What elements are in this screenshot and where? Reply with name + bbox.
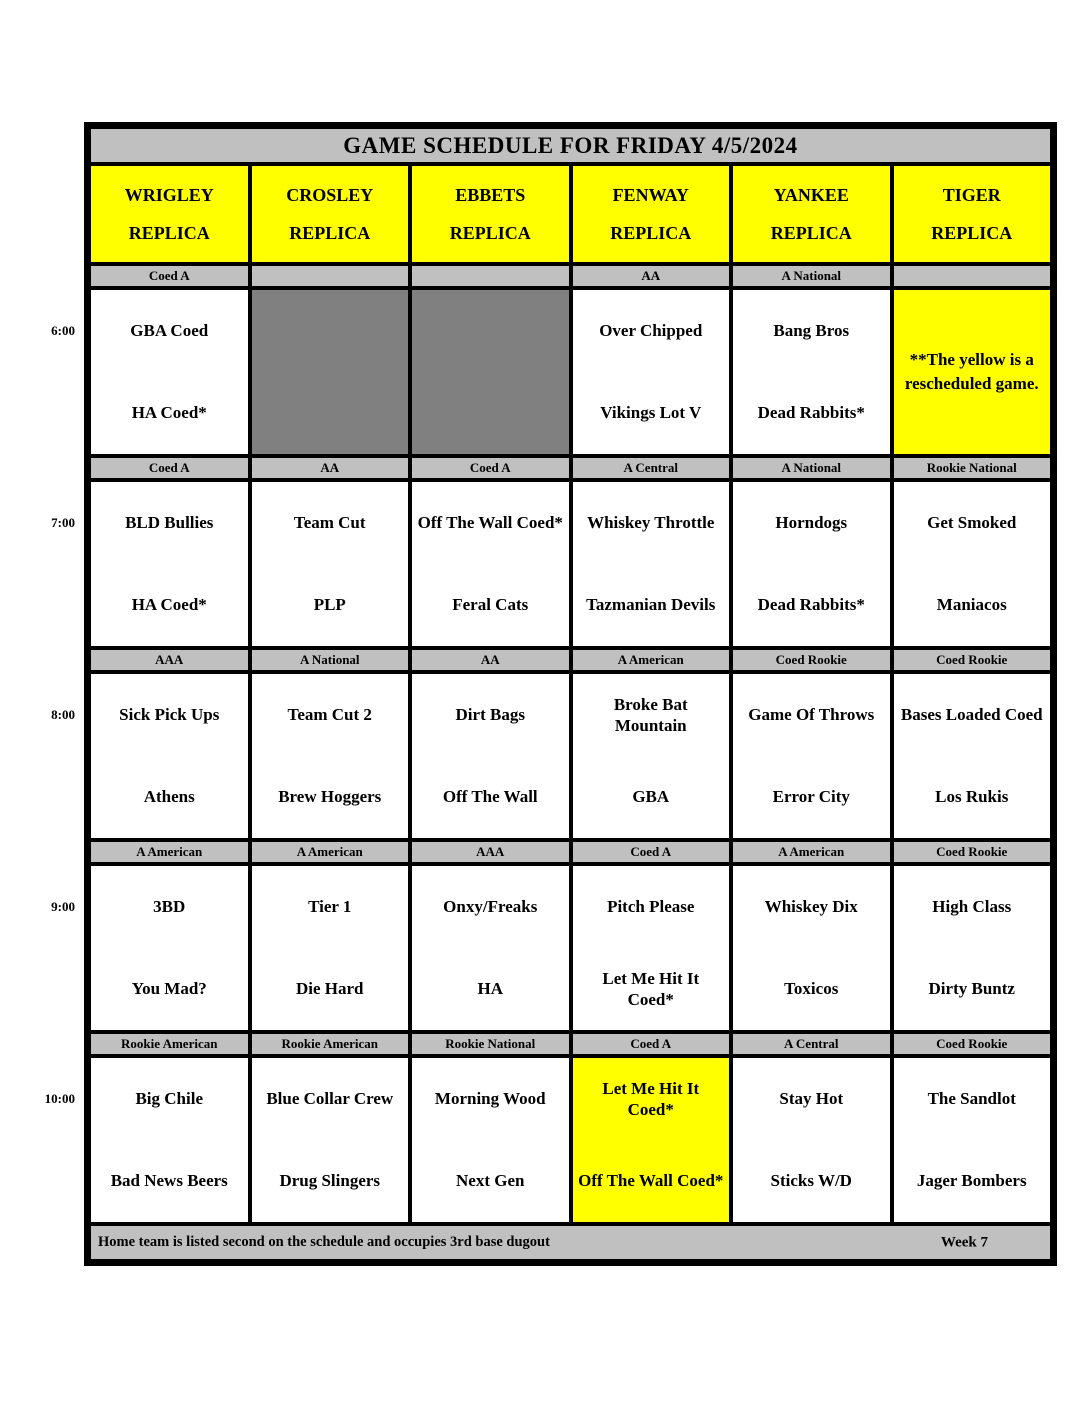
game-cell-1000-wrigley <box>91 1058 248 1222</box>
field-header-tiger <box>894 166 1051 262</box>
time-label-800: 8:00 <box>51 707 75 722</box>
away-team: Horndogs <box>775 513 848 533</box>
time-label-600: 6:00 <box>51 323 75 338</box>
home-team: Sticks W/D <box>770 1171 852 1191</box>
home-team: Next Gen <box>456 1171 525 1191</box>
away-team: Big Chile <box>135 1089 204 1109</box>
home-team: HA <box>477 979 503 999</box>
game-cell-1000-fenway-rescheduled <box>573 1058 730 1222</box>
game-cell-700-crosley <box>252 482 409 646</box>
away-team: High Class <box>932 897 1012 917</box>
division-900-ebbets: AAA <box>412 842 569 862</box>
division-800-fenway: A American <box>573 650 730 670</box>
time-label-700: 7:00 <box>51 515 75 530</box>
home-team: You Mad? <box>131 979 207 999</box>
game-cell-700-wrigley <box>91 482 248 646</box>
game-cell-900-crosley <box>252 866 409 1030</box>
division-1000-fenway: Coed A <box>573 1034 730 1054</box>
division-800-ebbets: AA <box>412 650 569 670</box>
field-name-line2: REPLICA <box>770 222 852 243</box>
game-cell-700-yankee <box>733 482 890 646</box>
home-team: Dead Rabbits* <box>757 403 865 423</box>
home-team: Dirty Buntz <box>928 979 1015 999</box>
away-team: Onxy/Freaks <box>443 897 538 917</box>
home-team: Error City <box>772 787 850 807</box>
home-team: Dead Rabbits* <box>757 595 865 615</box>
division-700-ebbets: Coed A <box>412 458 569 478</box>
away-team: Whiskey Dix <box>764 897 858 917</box>
unavailable-cell-600-ebbets <box>412 290 569 454</box>
home-team: HA Coed* <box>131 595 207 615</box>
game-cell-900-wrigley <box>91 866 248 1030</box>
home-team: GBA <box>632 787 670 807</box>
game-cell-800-ebbets <box>412 674 569 838</box>
footer-row <box>91 1226 1050 1259</box>
away-team: Over Chipped <box>599 321 703 341</box>
game-cell-1000-crosley <box>252 1058 409 1222</box>
division-800-crosley: A National <box>252 650 409 670</box>
home-team: Die Hard <box>295 979 364 999</box>
away-team: Whiskey Throttle <box>587 513 715 533</box>
division-800-tiger: Coed Rookie <box>894 650 1051 670</box>
home-team: Drug Slingers <box>279 1171 381 1191</box>
division-900-crosley: A American <box>252 842 409 862</box>
division-600-wrigley: Coed A <box>91 266 248 286</box>
game-cell-1000-tiger <box>894 1058 1051 1222</box>
field-header-yankee <box>733 166 890 262</box>
game-cell-900-yankee <box>733 866 890 1030</box>
division-600-yankee: A National <box>733 266 890 286</box>
away-team: Off The Wall Coed* <box>417 513 563 533</box>
division-700-wrigley: Coed A <box>91 458 248 478</box>
home-team: Brew Hoggers <box>278 787 382 807</box>
game-cell-700-fenway <box>573 482 730 646</box>
time-label-900: 9:00 <box>51 899 75 914</box>
game-cell-900-fenway <box>573 866 730 1030</box>
field-name: TIGER <box>942 184 1001 205</box>
field-name: YANKEE <box>773 184 849 205</box>
game-cell-1000-yankee <box>733 1058 890 1222</box>
game-cell-600-fenway <box>573 290 730 454</box>
division-800-wrigley: AAA <box>91 650 248 670</box>
away-team: Let Me Hit It Coed* <box>602 1078 700 1119</box>
away-team: GBA Coed <box>130 321 209 341</box>
home-team: Let Me Hit It Coed* <box>602 968 700 1009</box>
unavailable-cell-600-crosley <box>252 290 409 454</box>
field-header-wrigley <box>91 166 248 262</box>
away-team: Stay Hot <box>779 1089 844 1109</box>
home-team: Maniacos <box>936 595 1007 615</box>
division-1000-yankee: A Central <box>733 1034 890 1054</box>
away-team: Game Of Throws <box>748 705 875 725</box>
away-team: Dirt Bags <box>455 705 525 725</box>
division-900-wrigley: A American <box>91 842 248 862</box>
home-team: Toxicos <box>784 979 839 999</box>
away-team: Broke Bat Mountain <box>613 694 688 735</box>
home-team: Feral Cats <box>452 595 529 615</box>
field-name: WRIGLEY <box>124 184 214 205</box>
game-cell-600-wrigley <box>91 290 248 454</box>
away-team: Blue Collar Crew <box>266 1089 394 1109</box>
rescheduled-note-cell <box>894 290 1051 454</box>
division-900-tiger: Coed Rookie <box>894 842 1051 862</box>
game-cell-700-ebbets <box>412 482 569 646</box>
game-cell-700-tiger <box>894 482 1051 646</box>
home-team: HA Coed* <box>131 403 207 423</box>
division-600-tiger <box>894 266 1051 286</box>
game-cell-600-yankee <box>733 290 890 454</box>
home-team: Bad News Beers <box>110 1171 228 1191</box>
game-cell-900-tiger <box>894 866 1051 1030</box>
home-team: Off The Wall <box>442 787 538 807</box>
game-cell-800-tiger <box>894 674 1051 838</box>
away-team: Bang Bros <box>773 321 850 341</box>
week-label: Week 7 <box>940 1234 988 1250</box>
away-team: Tier 1 <box>308 897 352 917</box>
division-600-fenway: AA <box>573 266 730 286</box>
division-700-tiger: Rookie National <box>894 458 1051 478</box>
time-label-1000: 10:00 <box>44 1091 75 1106</box>
division-900-yankee: A American <box>733 842 890 862</box>
away-team: BLD Bullies <box>125 513 214 533</box>
home-team: Los Rukis <box>935 787 1009 807</box>
rescheduled-note: **The yellow is a rescheduled game. <box>904 350 1039 393</box>
game-cell-800-fenway <box>573 674 730 838</box>
schedule-title: GAME SCHEDULE FOR FRIDAY 4/5/2024 <box>91 129 1050 162</box>
field-name-line2: REPLICA <box>931 222 1013 243</box>
away-team: Morning Wood <box>434 1089 546 1109</box>
division-800-yankee: Coed Rookie <box>733 650 890 670</box>
away-team: Bases Loaded Coed <box>900 705 1043 725</box>
field-name: EBBETS <box>455 184 526 205</box>
home-team: Tazmanian Devils <box>586 595 716 615</box>
field-header-crosley <box>252 166 409 262</box>
away-team: Pitch Please <box>607 897 695 917</box>
division-600-crosley <box>252 266 409 286</box>
home-team: Vikings Lot V <box>600 403 702 423</box>
game-cell-1000-ebbets <box>412 1058 569 1222</box>
division-1000-crosley: Rookie American <box>252 1034 409 1054</box>
division-700-fenway: A Central <box>573 458 730 478</box>
field-name-line2: REPLICA <box>289 222 371 243</box>
game-schedule-table <box>84 122 1057 1266</box>
home-team: PLP <box>313 595 346 615</box>
away-team: Team Cut 2 <box>287 705 372 725</box>
away-team: 3BD <box>153 897 186 917</box>
division-600-ebbets <box>412 266 569 286</box>
away-team: Get Smoked <box>927 513 1017 533</box>
field-header-ebbets <box>412 166 569 262</box>
away-team: The Sandlot <box>927 1089 1016 1109</box>
home-team: Jager Bombers <box>916 1171 1027 1191</box>
game-cell-800-yankee <box>733 674 890 838</box>
field-name-line2: REPLICA <box>449 222 531 243</box>
division-900-fenway: Coed A <box>573 842 730 862</box>
division-1000-ebbets: Rookie National <box>412 1034 569 1054</box>
field-name: FENWAY <box>612 184 689 205</box>
field-name-line2: REPLICA <box>128 222 210 243</box>
home-team: Athens <box>143 787 195 807</box>
division-1000-wrigley: Rookie American <box>91 1034 248 1054</box>
game-cell-800-crosley <box>252 674 409 838</box>
away-team: Team Cut <box>293 513 366 533</box>
away-team: Sick Pick Ups <box>119 705 220 725</box>
division-700-crosley: AA <box>252 458 409 478</box>
game-cell-900-ebbets <box>412 866 569 1030</box>
game-cell-800-wrigley <box>91 674 248 838</box>
field-name-line2: REPLICA <box>610 222 692 243</box>
field-name: CROSLEY <box>286 184 374 205</box>
division-700-yankee: A National <box>733 458 890 478</box>
home-team-note: Home team is listed second on the schedule and occupies 3rd base dugout <box>98 1234 550 1250</box>
field-header-fenway <box>573 166 730 262</box>
division-1000-tiger: Coed Rookie <box>894 1034 1051 1054</box>
home-team: Off The Wall Coed* <box>578 1171 724 1191</box>
